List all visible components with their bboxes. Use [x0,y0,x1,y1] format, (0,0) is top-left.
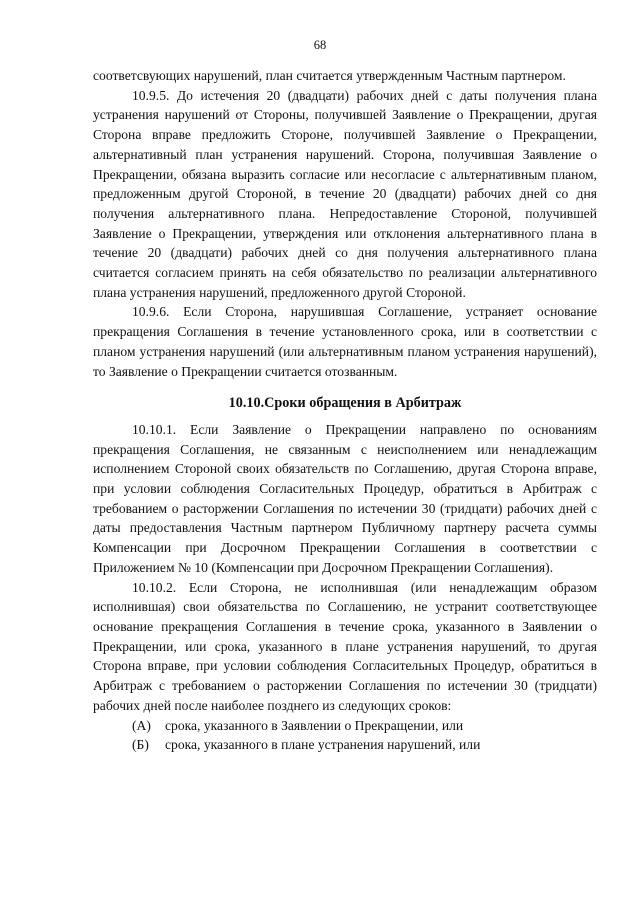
paragraph-10-10-2: 10.10.2. Если Сторона, не исполнившая (или ненадлежащим образом исполнившая) свои обязательства по Соглашению, не устранит соответствующее основание прекращения Соглашения в течение срока, указанного в Заявлении о Прекращении, или срока, указанного в плане устранения нарушений, то другая Сторона вправе, при условии соблюдения Согласительных Процедур, обратиться в Арбитраж с требованием о расторжении Соглашения по истечении 30 (тридцати) рабочих дней после наиболее позднего из следующих сроков: [93,579,597,713]
list-marker: (Б) [132,737,149,753]
list-marker: (А) [132,717,151,733]
document-body [93,66,597,755]
paragraph-10-10-1: 10.10.1. Если Заявление о Прекращении направлено по основаниям прекращения Соглашения, не связанным с неисполнением или ненадлежащим исполнением Стороной своих обязательств по Соглашению, другая Сторона вправе, при условии соблюдения Согласительных Процедур, обратиться в Арбитраж с требованием о расторжении Соглашения по истечении 30 (тридцати) рабочих дней с даты предоставления Частным партнером Публичному партнеру расчета суммы Компенсации при Досрочном Прекращении Соглашения в соответствии с Приложением № 10 (Компенсации при Досрочном Прекращении Соглашения). [93,421,597,575]
list-item-text: срока, указанного в Заявлении о Прекращении, или [165,717,464,733]
paragraph-10-9-5: 10.9.5. До истечения 20 (двадцати) рабочих дней с даты получения плана устранения нарушений от Стороны, получившей Заявление о Прекращении, другая Сторона вправе предложить Стороне, получившей Заявление о Прекращении, альтернативный план устранения нарушений. Сторона, получившая Заявление о Прекращении, обязана выразить согласие или несогласие с альтернативным планом, предложенным другой Стороной, в течение 20 (двадцати) рабочих дней со дня получения альтернативного плана. Непредоставление Стороной, получившей Заявление о Прекращении, утверждения или отклонения альтернативного плана в течение 20 (двадцати) рабочих дней со дня получения альтернативного плана считается согласием принять на себя обязательство по реализации альтернативного плана устранения нарушений, предложенного другой Стороной. [93,87,597,300]
list-item [93,716,597,736]
section-heading: 10.10.Сроки обращения в Арбитраж [228,395,462,412]
list-item-text: срока, указанного в плане устранения нарушений, или [165,737,481,753]
page-number: 68 [313,38,327,52]
list-item [93,735,597,755]
paragraph-10-9-6: 10.9.6. Если Сторона, нарушившая Соглашение, устраняет основание прекращения Соглашения в течение установленного срока, или в соответствии с планом устранения нарушений (или альтернативным планом устранения нарушений), то Заявление о Прекращении считается отозванным. [93,304,597,379]
paragraph-continuation: соответсвующих нарушений, план считается утвержденным Частным партнером. [93,68,566,83]
